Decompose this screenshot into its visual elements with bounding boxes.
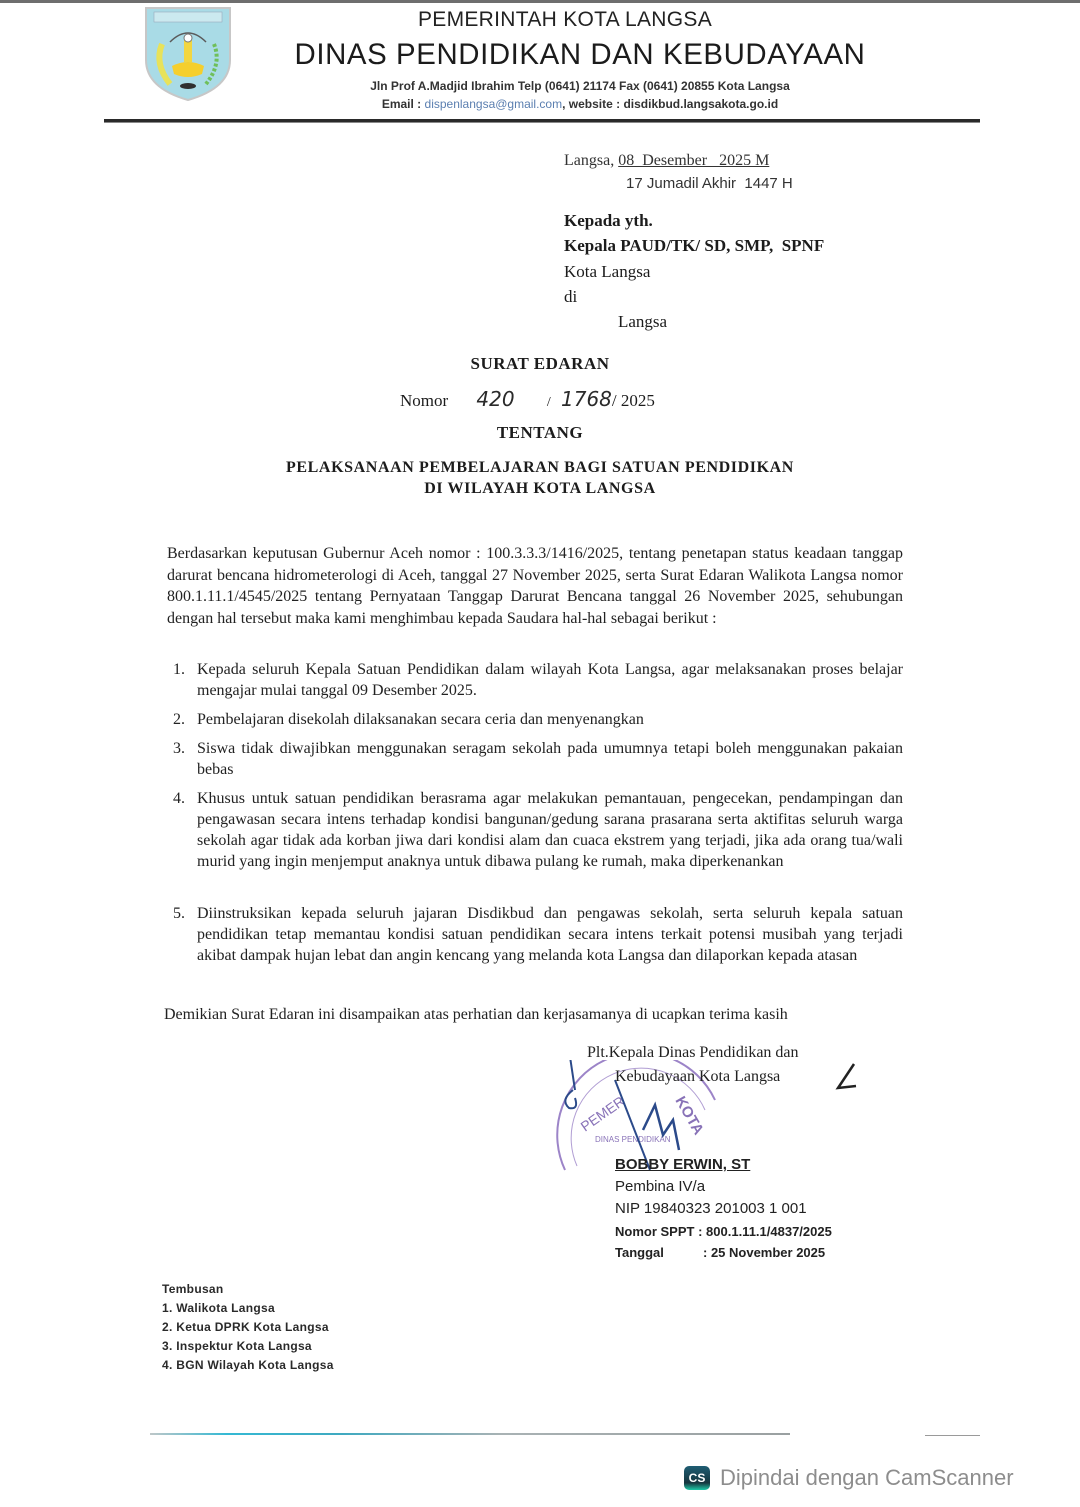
list-item-text: Pembelajaran disekolah dilaksanakan secara ceria dan menyenangkan <box>197 711 644 728</box>
signatory-position-line-1: Plt.Kepala Dinas Pendidikan dan <box>587 1044 799 1061</box>
subject <box>240 457 840 499</box>
website-link[interactable]: disdikbud.langsakota.go.id <box>623 97 779 111</box>
letterhead-agency: DINAS PENDIDIKAN DAN KEBUDAYAAN <box>294 38 866 71</box>
sppt-label: Nomor SPPT <box>615 1224 695 1239</box>
date-place: Langsa, <box>564 152 619 169</box>
tembusan-item: 4. BGN Wilayah Kota Langsa <box>162 1358 334 1372</box>
footer-divider-short <box>925 1435 980 1436</box>
date-gregorian: 08 Desember 2025 M <box>618 152 770 169</box>
svg-text:PEMER: PEMER <box>577 1092 628 1135</box>
list-item <box>167 788 903 872</box>
sppt-date <box>615 1245 825 1260</box>
camscanner-logo-icon: CS <box>684 1466 710 1490</box>
recipient-place: Langsa <box>618 312 668 331</box>
tembusan-item: 1. Walikota Langsa <box>162 1301 275 1315</box>
document-type: SURAT EDARAN <box>470 354 610 373</box>
letter-date-gregorian <box>564 152 769 170</box>
email-label: Email : <box>381 97 425 111</box>
list-item-text: Kepada seluruh Kepala Satuan Pendidikan dalam wilayah Kota Langsa, agar melaksanakan proses belajar mengajar mulai tanggal 09 Desember 2025. <box>197 661 903 699</box>
list-item-text: Khusus untuk satuan pendidikan berasrama agar melakukan pemantauan, pengecekan, pendampingan dan pengawasan secara intens terhadap kondisi bangunan/gedung sarana prasarana serta aktifitas seluruh warga sekolah agar tidak ada korban jiwa dari kondisi alam dan cuaca ekstrem yang terjadi, jika ada orang tua/wali murid yang ingin menjemput anaknya untuk dibawa pulang ke rumah, maka diperkenankan <box>197 790 903 870</box>
camscanner-watermark <box>684 1465 1014 1491</box>
city-coat-of-arms-icon <box>142 4 234 102</box>
letterhead-government: PEMERINTAH KOTA LANGSA <box>417 8 713 31</box>
list-item-number: 5. <box>173 905 185 922</box>
subject-line-1: PELAKSANAAN PEMBELAJARAN BAGI SATUAN PENDIDIKAN <box>286 459 794 476</box>
letterhead-contact <box>300 97 860 111</box>
list-item-number: 3. <box>173 740 185 757</box>
nomor-separator: / <box>546 395 551 410</box>
intro-paragraph: Berdasarkan keputusan Gubernur Aceh nomor : 100.3.3.3/1416/2025, tentang penetapan status keadaan tanggap darurat bencana hidrometerologi di Aceh, tanggal 27 November 2025, serta Surat Edaran Walikota Langsa nomor 800.1.11.1/4545/2025 tentang Pernyataan Tanggap Darurat Bencana tanggal 26 November 2025, sehubungan dengan hal tersebut maka kami menghimbau kepada Saudara hal-hal sebagai berikut : <box>167 545 903 627</box>
nomor-year: / 2025 <box>611 391 655 410</box>
email-link[interactable]: dispenlangsa@gmail.com <box>424 97 563 111</box>
recipient-di: di <box>564 287 578 306</box>
recipient-title: Kepala PAUD/TK/ SD, SMP, SPNF <box>564 236 825 255</box>
website-label: , website : <box>562 97 624 111</box>
sppt-number <box>615 1224 832 1239</box>
tentang-label: TENTANG <box>496 423 584 442</box>
signatory-nip: NIP 19840323 201003 1 001 <box>615 1200 807 1217</box>
list-item-text: Siswa tidak diwajibkan menggunakan seragam sekolah pada umumnya tetapi boleh menggunakan pakaian bebas <box>197 740 903 778</box>
footer-divider <box>150 1433 790 1435</box>
sppt-date-value: : 25 November 2025 <box>703 1245 826 1260</box>
sppt-value: : 800.1.11.1/4837/2025 <box>698 1224 832 1239</box>
recipient-city: Kota Langsa <box>564 262 651 281</box>
list-item <box>167 709 903 730</box>
tembusan-item: 2. Ketua DPRK Kota Langsa <box>162 1320 329 1334</box>
list-item-number: 1. <box>173 661 185 678</box>
svg-text:DINAS PENDIDIKAN: DINAS PENDIDIKAN <box>595 1135 671 1144</box>
letterhead-divider <box>104 119 980 123</box>
list-item-number: 2. <box>173 711 185 728</box>
tembusan-item: 3. Inspektur Kota Langsa <box>162 1339 312 1353</box>
list-item <box>167 903 903 966</box>
document-number <box>400 387 655 411</box>
list-item-number: 4. <box>173 790 185 807</box>
closing-sentence: Demikian Surat Edaran ini disampaikan atas perhatian dan kerjasamanya di ucapkan terima kasih <box>164 1006 788 1023</box>
signatory-name: BOBBY ERWIN, ST <box>615 1156 751 1173</box>
scan-top-border <box>0 0 1080 3</box>
nomor-label: Nomor <box>400 391 449 410</box>
signatory-rank: Pembina IV/a <box>615 1178 706 1195</box>
paraf-initial-icon <box>832 1062 858 1092</box>
nomor-sequence: 1768 <box>561 387 612 411</box>
sppt-date-label: Tanggal <box>615 1245 664 1260</box>
letter-date-hijri: 17 Jumadil Akhir 1447 H <box>626 175 793 192</box>
list-item <box>167 659 903 701</box>
list-item-text: Diinstruksikan kepada seluruh jajaran Disdikbud dan pengawas sekolah, serta seluruh kepala satuan pendidikan tetap memantau kondisi satuan pendidikan secara intens terkait potensi musibah yang terjadi akibat dampak hujan lebat dan angin kencang yang melanda kota Langsa dan dilaporkan kepada atasan <box>197 905 903 964</box>
list-item <box>167 738 903 780</box>
tembusan-label: Tembusan <box>162 1282 224 1296</box>
signatory-position-line-2: Kebudayaan Kota Langsa <box>615 1068 781 1085</box>
subject-line-2: DI WILAYAH KOTA LANGSA <box>424 480 656 497</box>
camscanner-text: Dipindai dengan CamScanner <box>720 1465 1014 1490</box>
nomor-code: 420 <box>476 387 515 411</box>
letterhead-address: Jln Prof A.Madjid Ibrahim Telp (0641) 21174 Fax (0641) 20855 Kota Langsa <box>370 79 790 93</box>
recipient-salutation: Kepada yth. <box>564 211 653 230</box>
svg-text:KOTA: KOTA <box>671 1093 707 1138</box>
